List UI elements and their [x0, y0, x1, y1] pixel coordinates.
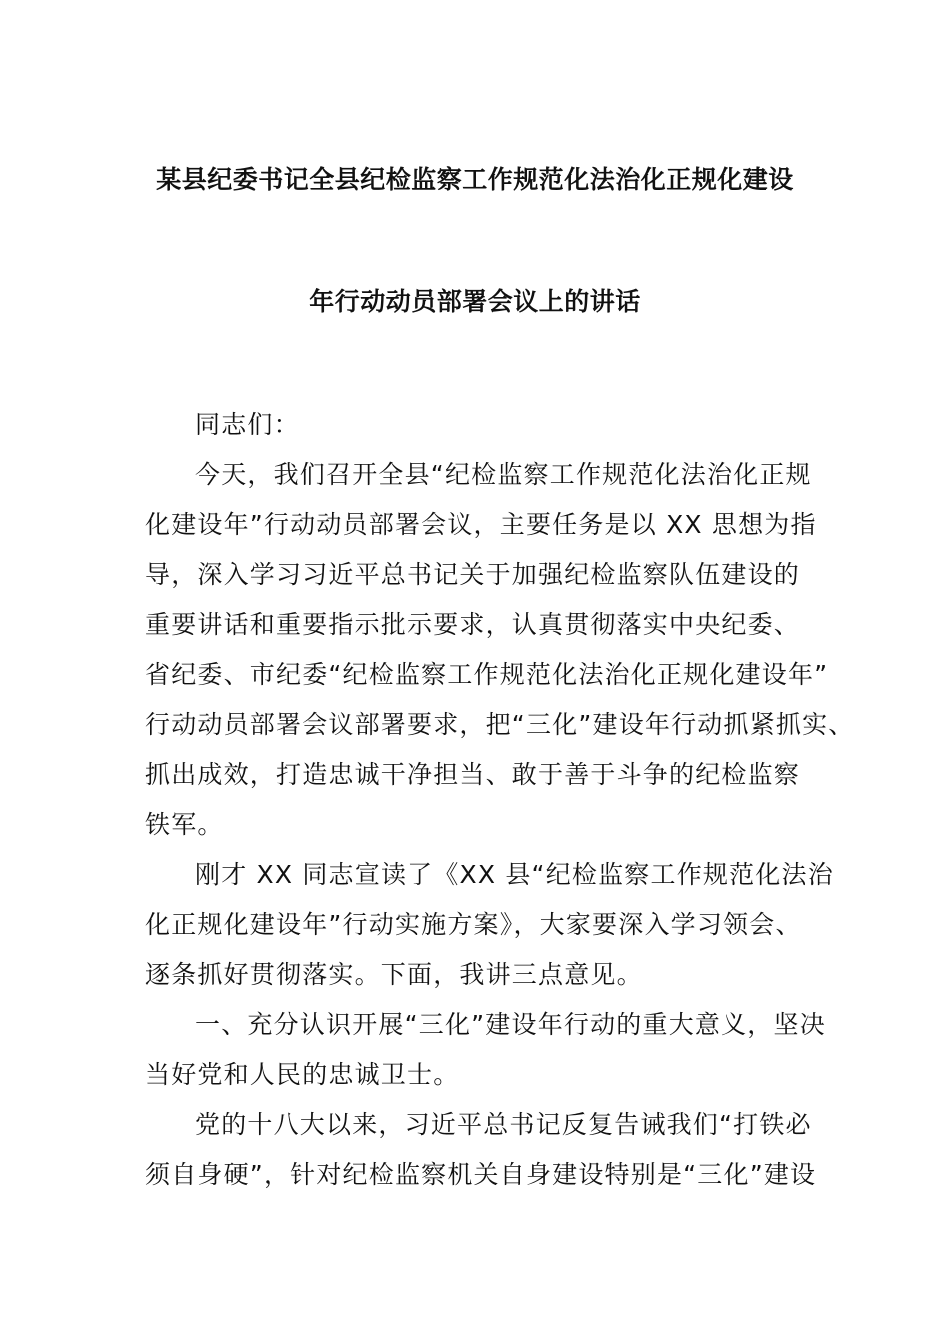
document-title-line-2: 年行动动员部署会议上的讲话 [309, 287, 641, 316]
document-title-line-1: 某县纪委书记全县纪检监察工作规范化法治化正规化建设 [156, 165, 794, 194]
paragraph-1-line-3: 导，深入学习习近平总书记关于加强纪检监察队伍建设的 [145, 560, 801, 589]
paragraph-1-line-8: 铁军。 [145, 810, 224, 839]
paragraph-3-line-1: 党的十八大以来，习近平总书记反复告诫我们“打铁必 [195, 1110, 812, 1139]
paragraph-1-line-5: 省纪委、市纪委“纪检监察工作规范化法治化正规化建设年” [145, 660, 829, 689]
paragraph-1-line-2: 化建设年”行动动员部署会议，主要任务是以 XX 思想为指 [145, 510, 817, 539]
paragraph-2-line-2: 化正规化建设年”行动实施方案》，大家要深入学习领会、 [145, 910, 802, 939]
section-heading-1-line-1: 一、充分认识开展“三化”建设年行动的重大意义，坚决 [195, 1010, 826, 1039]
paragraph-1-line-7: 抓出成效，打造忠诚干净担当、敢于善于斗争的纪检监察 [145, 760, 801, 789]
paragraph-1-line-6: 行动动员部署会议部署要求，把“三化”建设年行动抓紧抓实、 [145, 710, 855, 739]
salutation: 同志们： [195, 410, 300, 439]
paragraph-1-line-4: 重要讲话和重要指示批示要求，认真贯彻落实中央纪委、 [145, 610, 801, 639]
paragraph-2-line-3: 逐条抓好贯彻落实。下面，我讲三点意见。 [145, 960, 643, 989]
paragraph-3-line-2: 须自身硬”，针对纪检监察机关自身建设特别是“三化”建设 [145, 1160, 817, 1189]
paragraph-2-line-1: 刚才 XX 同志宣读了《XX 县“纪检监察工作规范化法治 [195, 860, 834, 889]
paragraph-1-line-1: 今天，我们召开全县“纪检监察工作规范化法治化正规 [195, 460, 812, 489]
section-heading-1-line-2: 当好党和人民的忠诚卫士。 [145, 1060, 460, 1089]
